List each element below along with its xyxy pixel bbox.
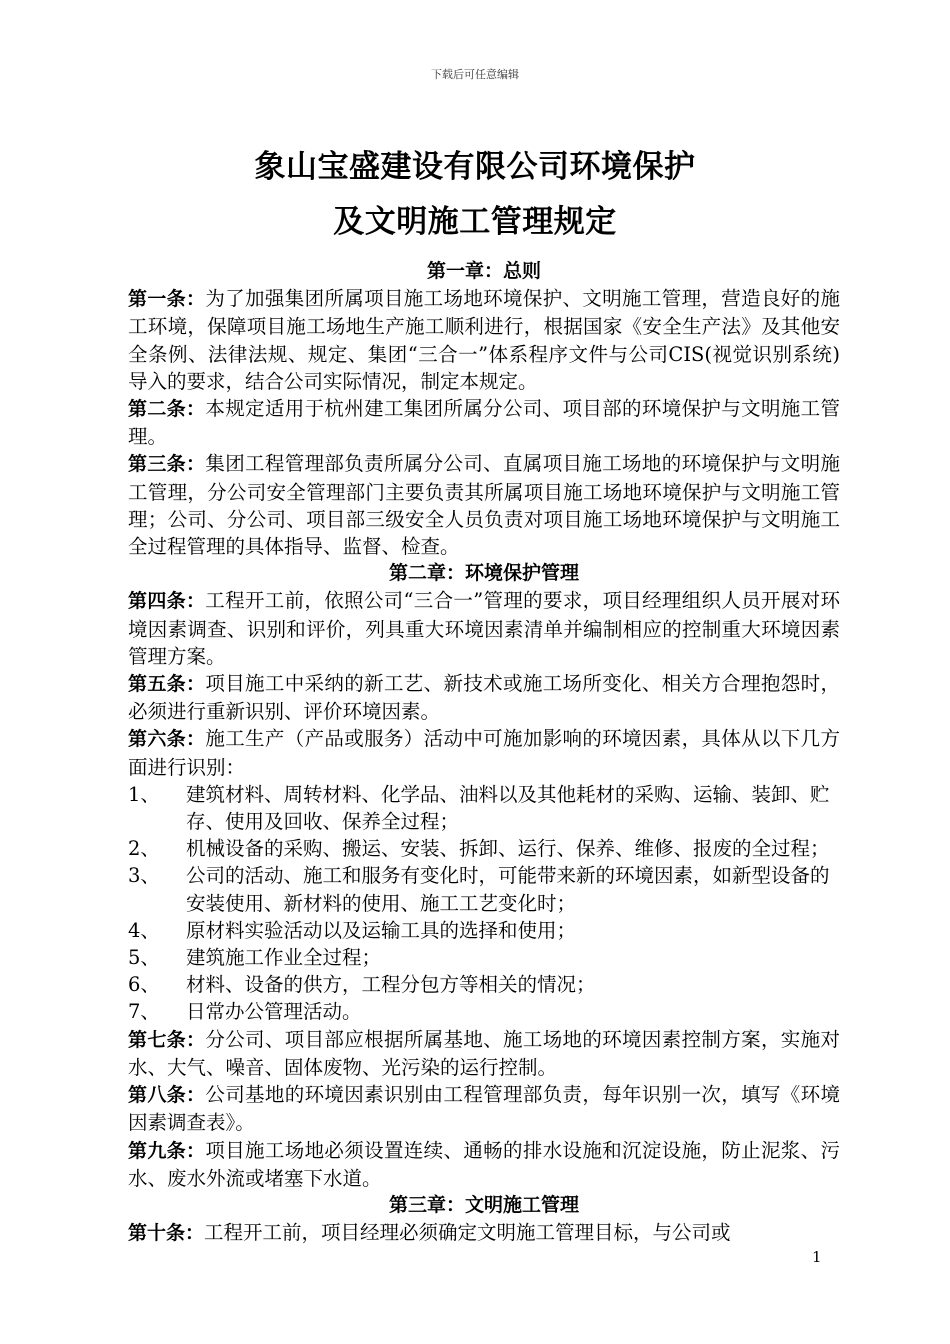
list-item-text: 建筑施工作业全过程； <box>186 946 382 970</box>
article-text: 公司基地的环境因素识别由工程管理部负责，每年识别一次，填写《环境因素调查表》。 <box>128 1083 840 1135</box>
list-item-number: 2、 <box>128 837 160 861</box>
article-9 <box>128 1137 840 1192</box>
article-6 <box>128 725 840 780</box>
article-2 <box>128 395 840 450</box>
document-title-line-1: 象山宝盛建设有限公司环境保护 <box>254 149 696 185</box>
page-number: 1 <box>812 1248 822 1266</box>
list-item-text: 建筑材料、周转材料、化学品、油料以及其他耗材的采购、运输、装卸、贮存、使用及回收、保养全过程； <box>186 782 830 834</box>
list-item-number: 6、 <box>128 973 160 997</box>
article-label: 第一条： <box>128 288 206 311</box>
article-3 <box>128 450 840 560</box>
chapter-3-heading: 第三章：文明施工管理 <box>388 1193 579 1216</box>
list-item <box>128 998 840 1025</box>
list-item-text: 材料、设备的供方，工程分包方等相关的情况； <box>186 973 596 997</box>
list-item-number: 3、 <box>128 864 160 888</box>
list-item <box>128 944 840 971</box>
article-5 <box>128 670 840 725</box>
list-item-text: 原材料实验活动以及运输工具的选择和使用； <box>186 918 577 942</box>
article-label: 第七条： <box>128 1028 206 1051</box>
list-item-number: 7、 <box>128 1000 160 1024</box>
article-8 <box>128 1081 840 1136</box>
article-10 <box>128 1219 840 1247</box>
article-label: 第八条： <box>128 1084 206 1107</box>
list-item <box>128 781 840 835</box>
article-7 <box>128 1026 840 1081</box>
list-item-number: 4、 <box>128 918 160 942</box>
list-item-number: 1、 <box>128 782 160 806</box>
article-label: 第十条： <box>128 1222 205 1245</box>
article-text: 集团工程管理部负责所属分公司、直属项目施工场地的环境保护与文明施工管理，分公司安全管理部门主要负责其所属项目施工场地环境保护与文明施工管理；公司、分公司、项目部三级安全人员负责对项目施工场地环境保护与文明施工全过程管理的具体指导、监督、检查。 <box>128 452 840 559</box>
chapter-1-heading: 第一章：总则 <box>426 260 541 282</box>
article-label: 第五条： <box>128 673 206 696</box>
list-item-text: 公司的活动、施工和服务有变化时，可能带来新的环境因素，如新型设备的安装使用、新材料的使用、施工工艺变化时； <box>186 864 830 915</box>
list-item-number: 5、 <box>128 946 160 970</box>
article-text: 本规定适用于杭州建工集团所属分公司、项目部的环境保护与文明施工管理。 <box>128 397 840 449</box>
article-text: 分公司、项目部应根据所属基地、施工场地的环境因素控制方案，实施对水、大气、噪音、固体废物、光污染的运行控制。 <box>128 1027 840 1079</box>
header-note: 下载后可任意编辑 <box>431 68 519 81</box>
article-text: 工程开工前，项目经理必须确定文明施工管理目标，与公司或 <box>204 1221 731 1245</box>
list-item-text: 机械设备的采购、搬运、安装、拆卸、运行、保养、维修、报废的全过程； <box>186 837 830 861</box>
list-item-text: 日常办公管理活动。 <box>186 1000 362 1024</box>
article-text: 工程开工前，依照公司“三合一”管理的要求，项目经理组织人员开展对环境因素调查、识别和评价，列具重大环境因素清单并编制相应的控制重大环境因素管理方案。 <box>128 589 840 668</box>
article-label: 第六条： <box>128 728 206 751</box>
list-item <box>128 835 840 862</box>
article-text: 项目施工中采纳的新工艺、新技术或施工场所变化、相关方合理抱怨时，必须进行重新识别、评价环境因素。 <box>128 672 840 724</box>
article-label: 第九条： <box>128 1139 206 1162</box>
article-text: 施工生产（产品或服务）活动中可施加影响的环境因素，具体从以下几方面进行识别： <box>128 727 840 779</box>
document-body <box>128 258 840 1247</box>
list-item <box>128 862 840 916</box>
list-item <box>128 971 840 998</box>
article-text: 为了加强集团所属项目施工场地环境保护、文明施工管理，营造良好的施工环境，保障项目施工场地生产施工顺利进行，根据国家《安全生产法》及其他安全条例、法律法规、规定、集团“三合一”体系程序文件与公司CIS(视觉识别系统)导入的要求，结合公司实际情况，制定本规定。 <box>128 287 840 393</box>
article-label: 第二条： <box>128 398 206 421</box>
list-item <box>128 917 840 944</box>
article-label: 第四条： <box>128 590 206 613</box>
article-4 <box>128 587 840 670</box>
chapter-2-heading: 第二章：环境保护管理 <box>388 562 579 585</box>
document-title-line-2: 及文明施工管理规定 <box>333 204 617 240</box>
article-label: 第三条： <box>128 453 206 476</box>
article-1 <box>128 285 840 395</box>
article-text: 项目施工场地必须设置连续、通畅的排水设施和沉淀设施，防止泥浆、污水、废水外流或堵塞下水道。 <box>128 1138 840 1190</box>
